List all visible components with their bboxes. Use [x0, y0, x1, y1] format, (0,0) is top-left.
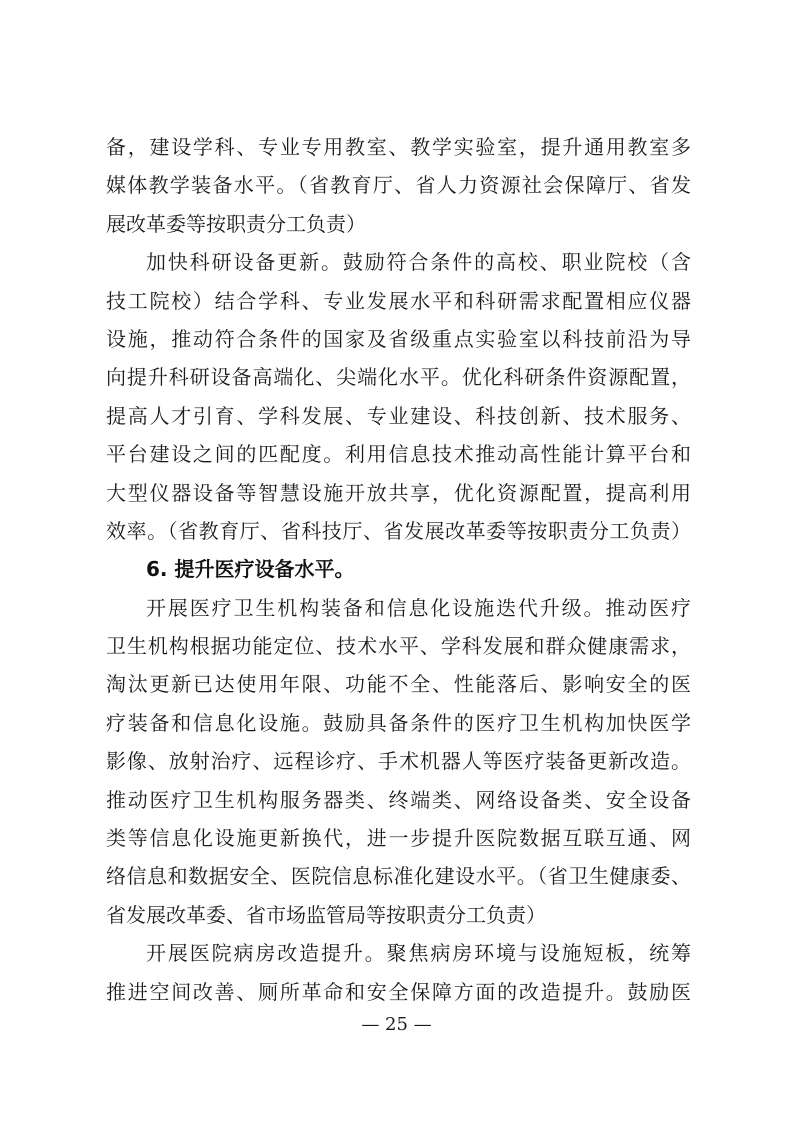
text-line: 省发展改革委、省市场监管局等按职责分工负责） [106, 902, 546, 927]
text-line: 效率。（省教育厅、省科技厅、省发展改革委等按职责分工负责） [106, 518, 691, 543]
text-line: 卫生机构根据功能定位、技术水平、学科发展和群众健康需求， [106, 634, 691, 659]
text-line: 开展医院病房改造提升。聚焦病房环境与设施短板，统筹 [146, 941, 691, 966]
text-line: 向提升科研设备高端化、尖端化水平。优化科研条件资源配置， [106, 365, 691, 390]
text-line: 媒体教学装备水平。（省教育厅、省人力资源社会保障厅、省发 [106, 173, 691, 198]
text-line: 络信息和数据安全、医院信息标准化建设水平。（省卫生健康委、 [106, 864, 691, 889]
text-line: 类等信息化设施更新换代，进一步提升医院数据互联互通、网 [106, 826, 691, 851]
text-line: 推动医疗卫生机构服务器类、终端类、网络设备类、安全设备 [106, 787, 691, 812]
text-line: 提高人才引育、学科发展、专业建设、科技创新、技术服务、 [106, 403, 691, 428]
page-number: — 25 — [361, 1014, 432, 1035]
text-line: 技工院校）结合学科、专业发展水平和科研需求配置相应仪器 [106, 288, 691, 313]
text-line: 影像、放射治疗、远程诊疗、手术机器人等医疗装备更新改造。 [106, 749, 691, 774]
text-line: 大型仪器设备等智慧设施开放共享，优化资源配置，提高利用 [106, 480, 691, 505]
text-line: 加快科研设备更新。鼓励符合条件的高校、职业院校（含 [146, 250, 691, 275]
text-line: 平台建设之间的匹配度。利用信息技术推动高性能计算平台和 [106, 442, 691, 467]
text-line: 推进空间改善、厕所革命和安全保障方面的改造提升。鼓励医 [106, 979, 691, 1004]
section-heading: 6. 提升医疗设备水平。 [146, 557, 355, 582]
text-line: 开展医疗卫生机构装备和信息化设施迭代升级。推动医疗 [146, 595, 691, 620]
text-line: 淘汰更新已达使用年限、功能不全、性能落后、影响安全的医 [106, 672, 691, 697]
text-line: 备，建设学科、专业专用教室、教学实验室，提升通用教室多 [106, 135, 691, 159]
text-line: 设施，推动符合条件的国家及省级重点实验室以科技前沿为导 [106, 326, 691, 351]
body-text [106, 128, 691, 1011]
text-line: 疗装备和信息化设施。鼓励具备条件的医疗卫生机构加快医学 [106, 710, 691, 735]
text-line: 展改革委等按职责分工负责） [106, 211, 366, 236]
